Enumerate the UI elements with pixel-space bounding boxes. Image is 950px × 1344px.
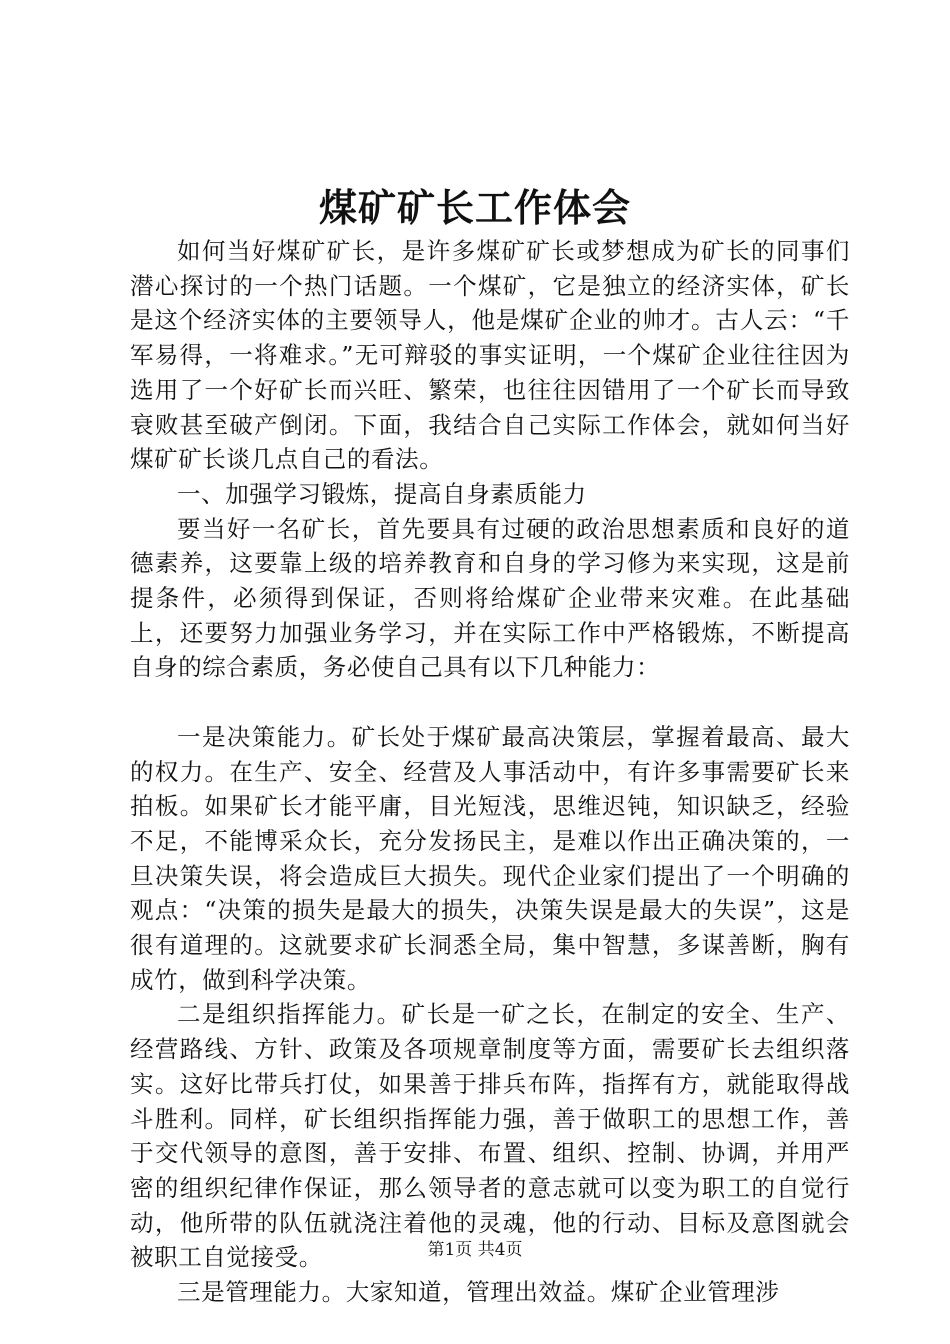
page-number: 第1页 共4页 [427, 1240, 523, 1260]
paragraph-command-ability: 二是组织指挥能力。矿长是一矿之长，在制定的安全、生产、经营路线、方针、政策及各项规章制度等方面，需要矿长去组织落实。这好比带兵打仗，如果善于排兵布阵，指挥有方，就能取得战斗胜利。同样，矿长组织指挥能力强，善于做职工的思想工作，善于交代领导的意图，善于安排、布置、组织、控制、协调，并用严密的组织纪律作保证，那么领导者的意志就可以变为职工的自觉行动，他所带的队伍就浇注着他的灵魂，他的行动、目标及意图就会被职工自觉接受。 [130, 1000, 850, 1272]
blank-line [130, 685, 850, 720]
document-body [130, 234, 850, 1310]
paragraph-decision-ability: 一是决策能力。矿长处于煤矿最高决策层，掌握着最高、最大的权力。在生产、安全、经营及人事活动中，有许多事需要矿长来拍板。如果矿长才能平庸，目光短浅，思维迟钝，知识缺乏，经验不足，不能博采众长，充分发扬民主，是难以作出正确决策的，一旦决策失误，将会造成巨大损失。现代企业家们提出了一个明确的观点：“决策的损失是最大的损失，决策失误是最大的失误”，这是很有道理的。这就要求矿长洞悉全局，集中智慧，多谋善断，胸有成竹，做到科学决策。 [130, 722, 850, 994]
page-title: 煤矿矿长工作体会 [318, 185, 631, 230]
paragraph-management-ability: 三是管理能力。大家知道，管理出效益。煤矿企业管理涉 [177, 1278, 780, 1307]
paragraph-requirements: 要当好一名矿长，首先要具有过硬的政治思想素质和良好的道德素养，这要靠上级的培养教育和自身的学习修为来实现，这是前提条件，必须得到保证，否则将给煤矿企业带来灾难。在此基础上，还要努力加强业务学习，并在实际工作中严格锻炼，不断提高自身的综合素质，务必使自己具有以下几种能力： [130, 514, 850, 682]
paragraph-intro: 如何当好煤矿矿长，是许多煤矿矿长或梦想成为矿长的同事们潜心探讨的一个热门话题。一个煤矿，它是独立的经济实体，矿长是这个经济实体的主要领导人，他是煤矿企业的帅才。古人云：“千军易得，一将难求。”无可辩驳的事实证明，一个煤矿企业往往因为选用了一个好矿长而兴旺、繁荣，也往往因错用了一个矿长而导致衰败甚至破产倒闭。下面，我结合自己实际工作体会，就如何当好煤矿矿长谈几点自己的看法。 [130, 237, 850, 474]
section-heading-1: 一、加强学习锻炼，提高自身素质能力 [177, 479, 587, 508]
